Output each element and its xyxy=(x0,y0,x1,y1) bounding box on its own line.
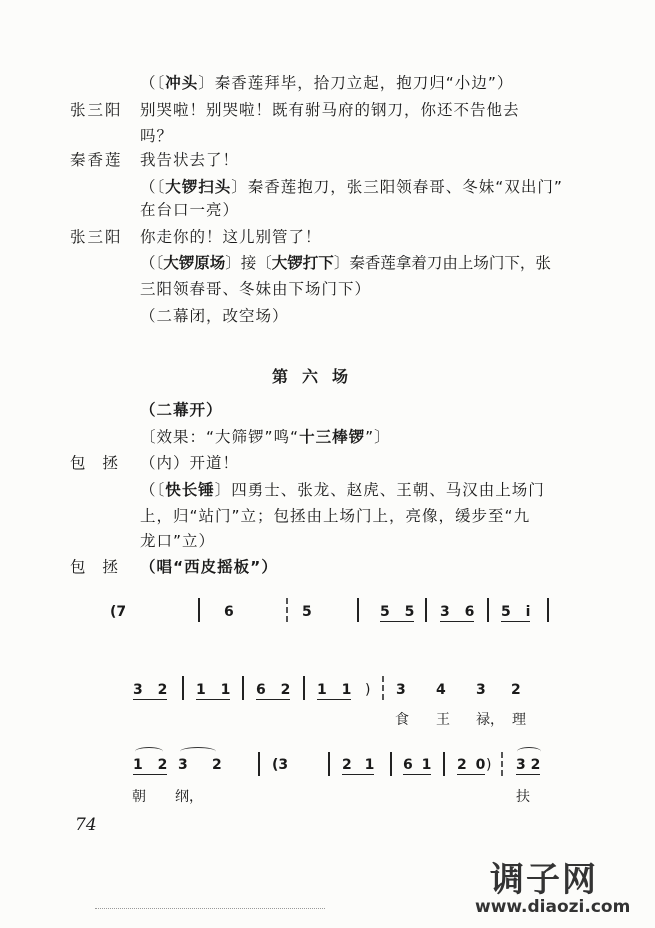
slur xyxy=(180,747,216,756)
dialogue: （内）开道！ xyxy=(140,454,240,472)
note: 3 2 xyxy=(516,757,541,773)
stage-direction: 龙口”立） xyxy=(140,532,216,550)
speaker: 张三阳 xyxy=(70,228,123,246)
bar-line xyxy=(382,676,384,700)
note: 6 2 xyxy=(256,682,291,698)
bar-line xyxy=(258,752,260,776)
note: 2 0 xyxy=(457,757,486,773)
dialogue: 我告状去了！ xyxy=(140,151,240,169)
stage-direction: 三阳领春哥、冬妹由下场门下） xyxy=(140,280,372,298)
paren: ) xyxy=(486,757,492,773)
note: 2 1 xyxy=(342,757,375,773)
speaker: 张三阳 xyxy=(70,101,123,119)
dialogue: 别哭啦！别哭啦！既有驸马府的钢刀，你还不告他去 xyxy=(140,101,520,119)
bar-line xyxy=(443,752,445,776)
lyric: 扶 xyxy=(516,789,530,805)
stage-direction: （〔冲头〕秦香莲拜毕，拾刀立起，抱刀归“小边”） xyxy=(140,74,514,92)
bar-line xyxy=(182,676,184,700)
bar-line xyxy=(303,676,305,700)
bar-line xyxy=(547,598,549,622)
bar-line xyxy=(425,598,427,622)
note: 3 2 xyxy=(133,682,168,698)
stage-direction: （〔快长锤〕四勇士、张龙、赵虎、王朝、马汉由上场门 xyxy=(140,481,545,499)
note: 2 xyxy=(212,757,222,773)
stage-direction: 上，归“站门”立；包拯由上场门上，亮像，缓步至“九 xyxy=(140,507,531,525)
bar-line xyxy=(390,752,392,776)
bar-line xyxy=(487,598,489,622)
note: (3 xyxy=(272,757,289,773)
note: 5 i xyxy=(501,604,531,620)
lyric: 朝 xyxy=(132,789,146,805)
bar-line xyxy=(357,598,359,622)
bar-line xyxy=(501,752,503,776)
stage-direction: 在台口一亮） xyxy=(140,201,240,219)
lyric: 王 xyxy=(436,712,450,728)
stage-direction: （〔大锣原场〕接〔大锣打下〕秦香莲拿着刀由上场门下，张 xyxy=(140,254,551,272)
lyric: 理 xyxy=(512,712,526,728)
speaker: 包 拯 xyxy=(70,558,124,576)
lyric: 禄， xyxy=(476,712,504,728)
note: 6 1 xyxy=(403,757,432,773)
lyric: 纲， xyxy=(175,789,203,805)
watermark-title: 调子网 xyxy=(490,860,598,900)
stage-direction: （二幕闭，改空场） xyxy=(140,307,289,325)
note: 2 xyxy=(511,682,521,698)
note: 3 6 xyxy=(440,604,475,620)
bar-line xyxy=(242,676,244,700)
dialogue: 吗？ xyxy=(140,127,174,145)
stage-direction: （〔大锣扫头〕秦香莲抱刀，张三阳领春哥、冬妹“双出门” xyxy=(140,178,563,196)
speaker: 包 拯 xyxy=(70,454,124,472)
note: 5 xyxy=(302,604,312,620)
note: 3 xyxy=(396,682,406,698)
note: 1 2 xyxy=(133,757,168,773)
note: 3 xyxy=(178,757,188,773)
note: (7 xyxy=(110,604,127,620)
note: 1 1 xyxy=(196,682,231,698)
note: 6 xyxy=(224,604,234,620)
note: 3 xyxy=(476,682,486,698)
stage-direction: 〔效果：“大筛锣”鸣“十三棒锣”〕 xyxy=(140,428,391,446)
dialogue: 你走你的！这儿别管了！ xyxy=(140,228,322,246)
bar-line xyxy=(286,598,288,622)
slur xyxy=(517,747,541,756)
paren: ) xyxy=(365,682,371,698)
lyric: 食 xyxy=(395,712,409,728)
note: 5 5 xyxy=(380,604,415,620)
page-number: 74 xyxy=(75,815,97,835)
note: 4 xyxy=(436,682,446,698)
scan-artifact xyxy=(95,908,325,909)
speaker: 秦香莲 xyxy=(70,151,123,169)
scene-title: 第六场 xyxy=(272,367,363,386)
watermark-url: www.diaozi.com xyxy=(475,897,631,917)
slur xyxy=(135,747,163,756)
stage-direction: （二幕开） xyxy=(140,401,223,419)
bar-line xyxy=(198,598,200,622)
bar-line xyxy=(328,752,330,776)
stage-direction: （唱“西皮摇板”） xyxy=(140,558,278,576)
note: 1 1 xyxy=(317,682,352,698)
